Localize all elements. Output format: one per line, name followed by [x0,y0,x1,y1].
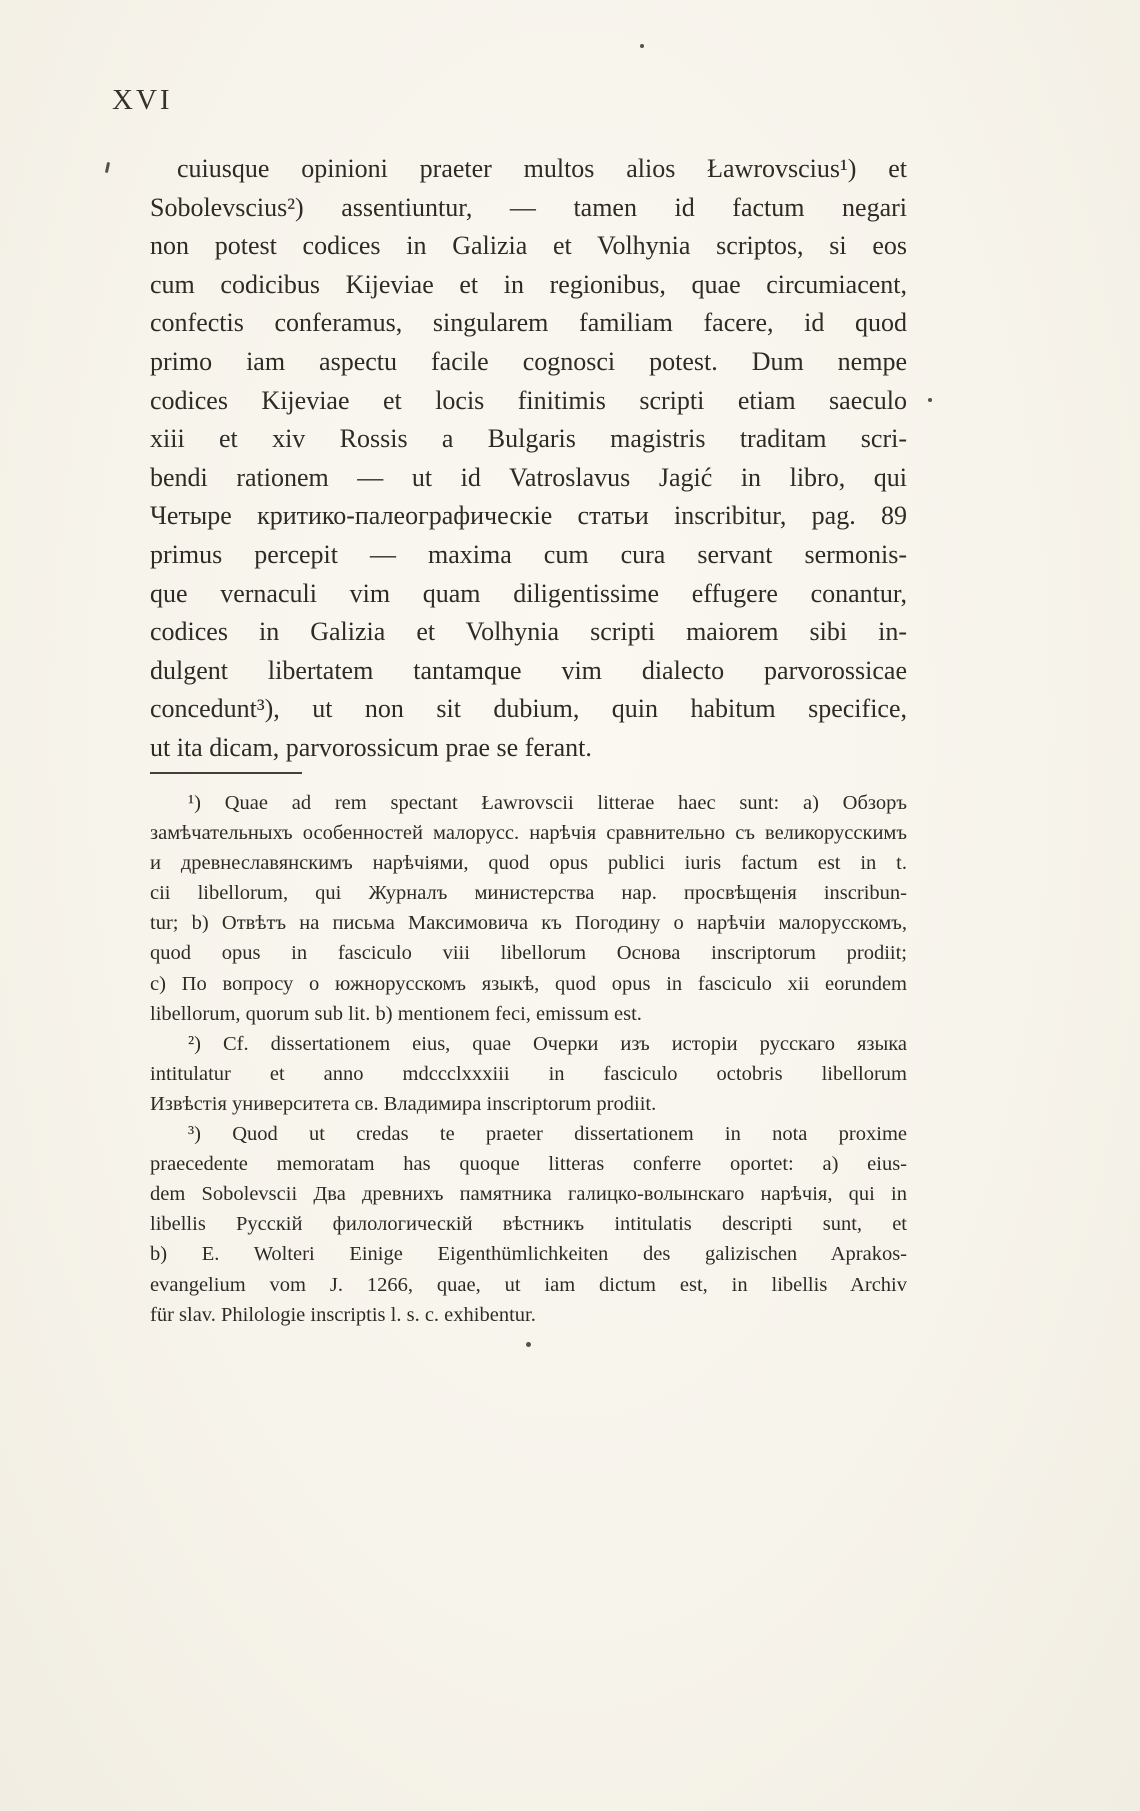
footnote-2 [150,1029,907,1119]
body-text-line: confectis conferamus, singularem familiam facere, id quod [150,308,907,338]
body-text-line: bendi rationem — ut id Vatroslavus Jagić in libro, qui [150,462,907,492]
body-text-line: cuiusque opinioni praeter multos alios Ławrovscius¹) et [177,154,907,183]
scan-artifact-dot [928,398,932,402]
footnote-text-line: evangelium vom J. 1266, quae, ut iam dictum est, in libellis Archiv [150,1273,907,1296]
footnote-text-line: замѣчательныхъ особенностей малорусс. нарѣчія сравнительно съ великорусскимъ [150,822,907,845]
body-text-line: cum codicibus Kijeviae et in regionibus, quae circumiacent, [150,269,907,299]
footnote-text-line: libellorum, quorum sub lit. b) mentionem feci, emissum est. [150,1002,642,1025]
footnote-text-line: praecedente memoratam has quoque litteras conferre oportet: a) eius- [150,1153,907,1176]
footnote-text-line: ¹) Quae ad rem spectant Ławrovscii litterae haec sunt: a) Обзоръ [188,792,907,814]
body-text-line: ut ita dicam, parvorossicum prae se ferant. [150,732,592,762]
footnote-text-line: ³) Quod ut credas te praeter dissertationem in nota proxime [188,1123,907,1146]
body-text-line: primo iam aspectu facile cognosci potest. Dum nempe [150,346,907,376]
body-text-line: xiii et xiv Rossis a Bulgaris magistris traditam scri- [150,424,907,454]
body-text-line: non potest codices in Galizia et Volhynia scriptos, si eos [150,231,907,261]
footnote-separator-rule [150,772,302,774]
footnote-text-line: и древнеславянскимъ нарѣчіями, quod opus publici iuris factum est in t. [150,852,907,875]
scan-artifact-mark [105,162,110,173]
footnote-text-line: quod opus in fasciculo viii libellorum Основа inscriptorum prodiit; [150,942,907,965]
footnote-text-line: cii libellorum, qui Журналъ министерства нар. просвѣщенія inscribun- [150,882,907,905]
footnotes-block [150,788,907,1330]
body-text-line: concedunt³), ut non sit dubium, quin habitum specifice, [150,694,907,724]
footnote-text-line: libellis Русскій филологическій вѣстникъ intitulatis descripti sunt, et [150,1213,907,1236]
footnote-3 [150,1119,907,1330]
footnote-text-line: intitulatur et anno mdccclxxxiii in fasciculo octobris libellorum [150,1062,907,1085]
body-text-line: Четыре критико-палеографическіе статьи inscribitur, pag. 89 [150,501,907,531]
body-text-line: codices Kijeviae et locis finitimis scripti etiam saeculo [150,385,907,415]
main-text-paragraph [150,150,907,768]
body-text-line: dulgent libertatem tantamque vim dialecto parvorossicae [150,655,907,685]
footnote-text-line: dem Sobolevscii Два древнихъ памятника галицко-волынскаго нарѣчія, qui in [150,1183,907,1206]
footnote-text-line: c) По вопросу о южнорусскомъ языкѣ, quod opus in fasciculo xii eorundem [150,972,907,995]
footnote-text-line: b) E. Wolteri Einige Eigenthümlichkeiten des galizischen Aprakos- [150,1243,907,1266]
footnote-text-line: Извѣстія университета св. Владимира inscriptorum prodiit. [150,1092,657,1115]
body-text-line: primus percepit — maxima cum cura servant sermonis- [150,539,907,569]
page-number: XVI [112,84,173,116]
footnote-1 [150,788,907,1029]
body-text-line: codices in Galizia et Volhynia scripti maiorem sibi in- [150,617,907,647]
scan-artifact-dot [640,44,644,48]
footnote-text-line: ²) Cf. dissertationem eius, quae Очерки изъ исторіи русскаго языка [188,1032,907,1055]
scan-artifact-dot [526,1342,531,1347]
body-text-line: Sobolevscius²) assentiuntur, — tamen id factum negari [150,192,907,222]
body-text-line: que vernaculi vim quam diligentissime effugere conantur, [150,578,907,608]
footnote-text-line: tur; b) Отвѣтъ на письма Максимовича къ Погодину о нарѣчіи малорусскомъ, [150,912,907,935]
footnote-text-line: für slav. Philologie inscriptis l. s. c. exhibentur. [150,1303,536,1326]
